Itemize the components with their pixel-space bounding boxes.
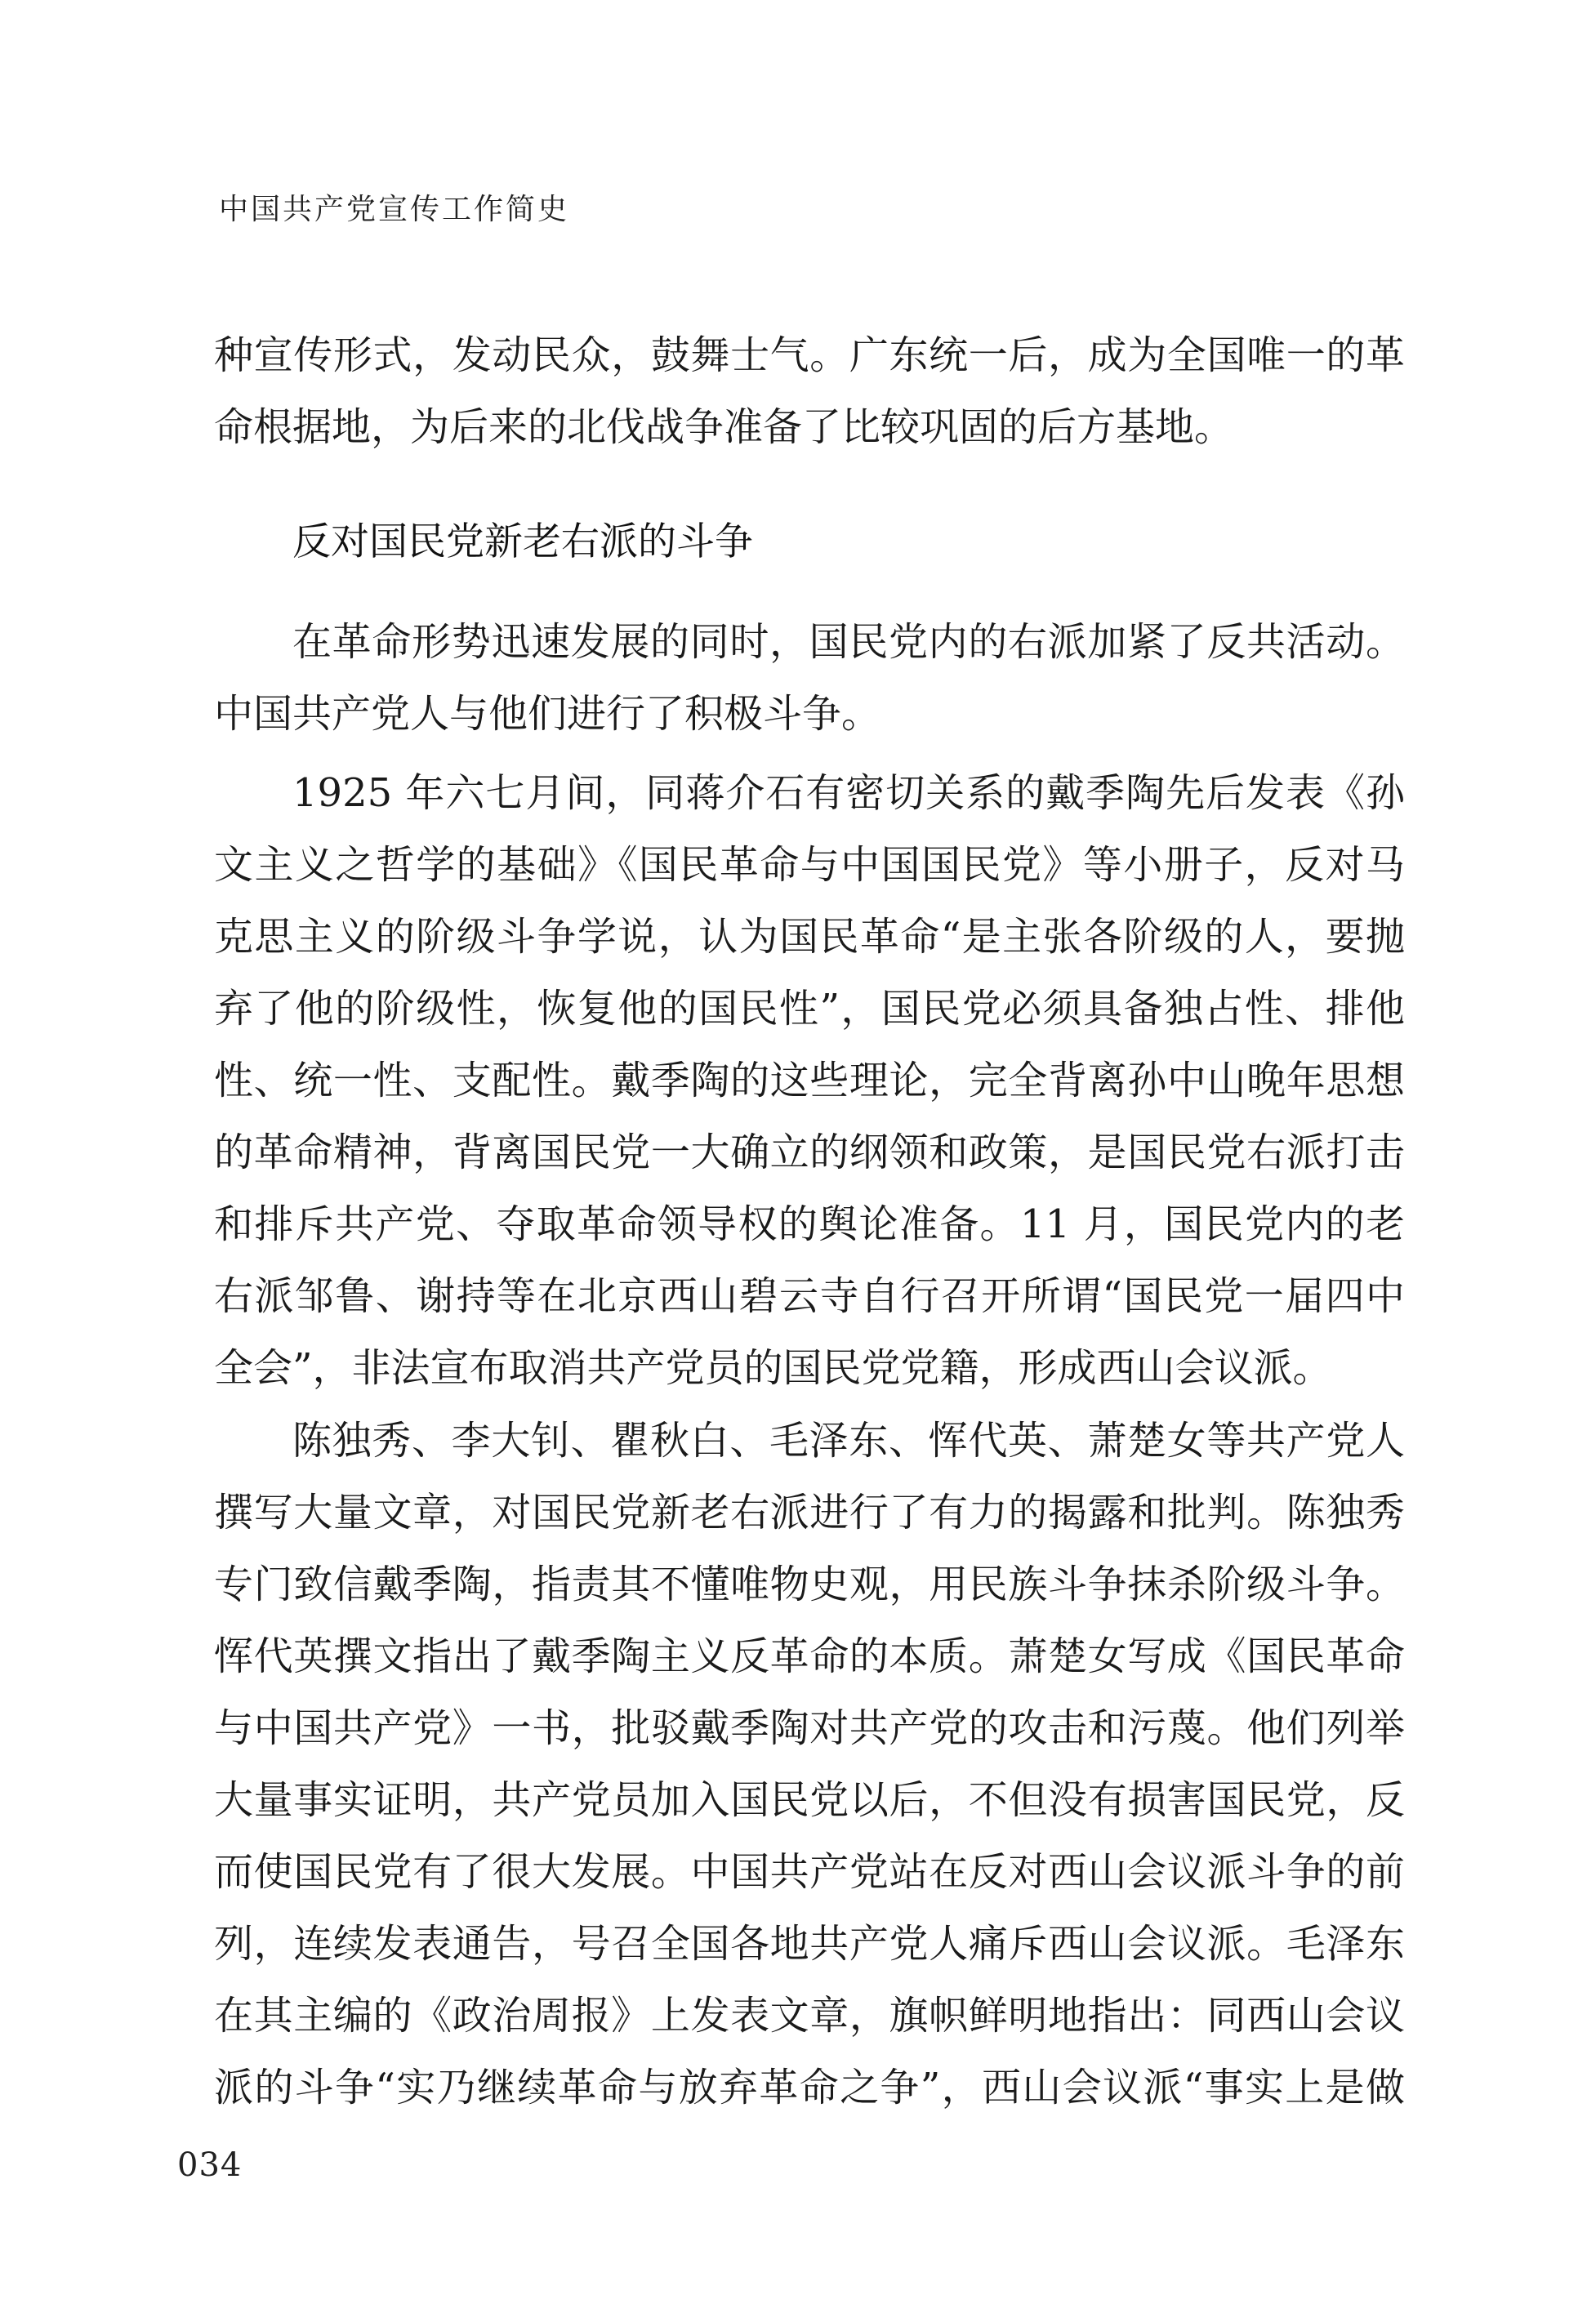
text-line: 的革命精神，背离国民党一大确立的纲领和政策，是国民党右派打击 bbox=[214, 1130, 1405, 1175]
text-line: 1925 年六七月间，同蒋介石有密切关系的戴季陶先后发表《孙 bbox=[292, 770, 1405, 816]
text-line: 恽代英撰文指出了戴季陶主义反革命的本质。萧楚女写成《国民革命 bbox=[214, 1633, 1405, 1679]
text-line: 在其主编的《政治周报》上发表文章，旗帜鲜明地指出：同西山会议 bbox=[214, 1993, 1405, 2039]
text-line: 专门致信戴季陶，指责其不懂唯物史观，用民族斗争抹杀阶级斗争。 bbox=[214, 1562, 1405, 1607]
paragraph bbox=[214, 757, 1405, 1404]
text-line: 大量事实证明，共产党员加入国民党以后，不但没有损害国民党，反 bbox=[214, 1777, 1405, 1823]
paragraph-continued bbox=[214, 319, 1405, 463]
text-line: 全会”，非法宣布取消共产党员的国民党党籍，形成西山会议派。 bbox=[214, 1345, 1332, 1391]
paragraph bbox=[214, 606, 1405, 750]
text-line: 与中国共产党》一书，批驳戴季陶对共产党的攻击和污蔑。他们列举 bbox=[214, 1705, 1405, 1751]
text-line: 撰写大量文章，对国民党新老右派进行了有力的揭露和批判。陈独秀 bbox=[214, 1490, 1405, 1535]
running-head: 中国共产党宣传工作简史 bbox=[219, 193, 570, 226]
text-line: 克思主义的阶级斗争学说，认为国民革命“是主张各阶级的人，要抛 bbox=[214, 914, 1405, 960]
text-line: 文主义之哲学的基础》《国民革命与中国国民党》等小册子，反对马 bbox=[214, 842, 1405, 888]
text-line: 命根据地，为后来的北伐战争准备了比较巩固的后方基地。 bbox=[214, 404, 1234, 450]
text-line: 性、统一性、支配性。戴季陶的这些理论，完全背离孙中山晚年思想 bbox=[214, 1058, 1405, 1103]
text-line: 在革命形势迅速发展的同时，国民党内的右派加紧了反共活动。 bbox=[292, 619, 1405, 665]
text-line: 陈独秀、李大钊、瞿秋白、毛泽东、恽代英、萧楚女等共产党人 bbox=[292, 1418, 1405, 1464]
text-line: 派的斗争“实乃继续革命与放弃革命之争”，西山会议派“事实上是做 bbox=[214, 2065, 1405, 2110]
text-line: 而使国民党有了很大发展。中国共产党站在反对西山会议派斗争的前 bbox=[214, 1849, 1405, 1895]
text-line: 列，连续发表通告，号召全国各地共产党人痛斥西山会议派。毛泽东 bbox=[214, 1921, 1405, 1967]
section-heading: 反对国民党新老右派的斗争 bbox=[292, 519, 753, 564]
text-line: 种宣传形式，发动民众，鼓舞士气。广东统一后，成为全国唯一的革 bbox=[214, 332, 1405, 378]
text-line: 右派邹鲁、谢持等在北京西山碧云寺自行召开所谓“国民党一届四中 bbox=[214, 1273, 1405, 1319]
page-number: 034 bbox=[177, 2146, 243, 2184]
paragraph bbox=[214, 1405, 1405, 2124]
text-line: 弃了他的阶级性，恢复他的国民性”，国民党必须具备独占性、排他 bbox=[214, 986, 1405, 1032]
text-line: 中国共产党人与他们进行了积极斗争。 bbox=[214, 691, 881, 737]
text-line: 和排斥共产党、夺取革命领导权的舆论准备。11 月，国民党内的老 bbox=[214, 1201, 1405, 1247]
